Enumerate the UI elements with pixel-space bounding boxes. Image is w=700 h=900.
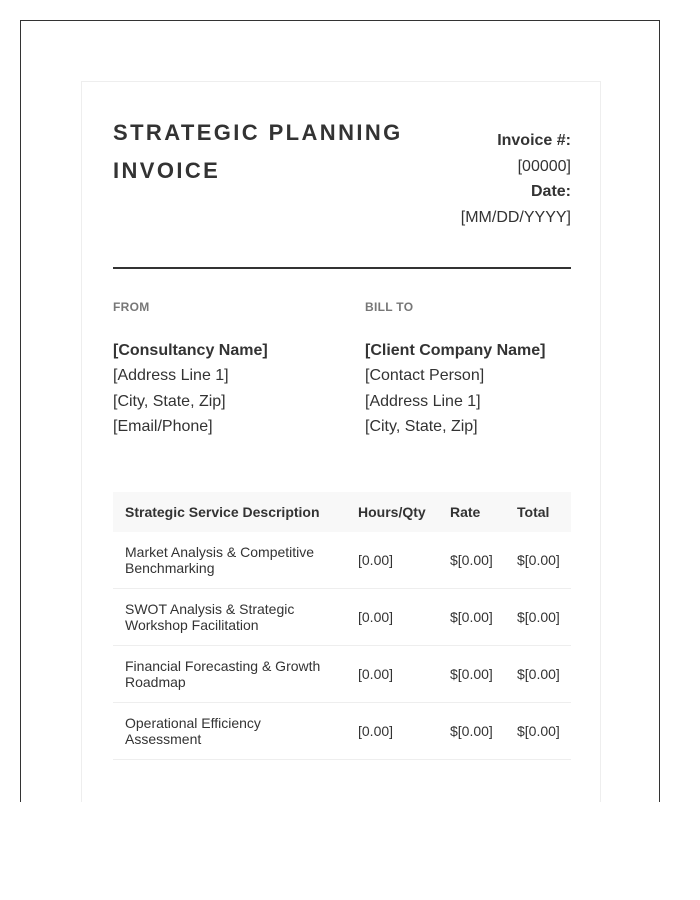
service-description: Market Analysis & Competitive Benchmarking (113, 532, 346, 589)
invoice-title: STRATEGIC PLANNING INVOICE (113, 120, 403, 183)
table-row (113, 703, 571, 760)
invoice-date-value: [MM/DD/YYYY] (460, 208, 571, 226)
invoice-number-label: Invoice #: (497, 132, 571, 149)
from-heading: FROM (113, 300, 150, 314)
service-rate: $[0.00] (438, 532, 505, 589)
service-rate: $[0.00] (438, 589, 505, 646)
invoice-date-label: Date: (530, 183, 571, 200)
service-total: $[0.00] (505, 532, 571, 589)
service-total: $[0.00] (505, 703, 571, 760)
table-header-row (113, 492, 571, 532)
service-description: Financial Forecasting & Growth Roadmap (113, 646, 346, 703)
service-description: Operational Efficiency Assessment (113, 703, 346, 760)
column-header-description: Strategic Service Description (113, 492, 346, 532)
table-row (113, 532, 571, 589)
bill-to-heading: BILL TO (365, 300, 414, 314)
service-qty: [0.00] (346, 703, 438, 760)
header-divider (113, 267, 571, 269)
invoice-number-value: [00000] (517, 157, 571, 175)
invoice-meta (461, 128, 571, 230)
column-header-total: Total (505, 492, 571, 532)
service-description: SWOT Analysis & Strategic Workshop Facilitation (113, 589, 346, 646)
bill-to-section (365, 300, 585, 439)
from-contact: [Email/Phone] (113, 417, 213, 435)
column-header-rate: Rate (438, 492, 505, 532)
service-rate: $[0.00] (438, 703, 505, 760)
from-address: [Address Line 1] (113, 367, 229, 385)
table-row (113, 646, 571, 703)
service-rate: $[0.00] (438, 646, 505, 703)
bill-to-contact: [Contact Person] (365, 367, 485, 385)
service-total: $[0.00] (505, 646, 571, 703)
service-qty: [0.00] (346, 646, 438, 703)
bill-to-company: [Client Company Name] (365, 342, 546, 359)
invoice-sheet (81, 81, 601, 802)
table-row (113, 589, 571, 646)
service-qty: [0.00] (346, 532, 438, 589)
services-table (113, 492, 571, 760)
from-section (113, 300, 333, 439)
service-total: $[0.00] (505, 589, 571, 646)
column-header-qty: Hours/Qty (346, 492, 438, 532)
bill-to-address: [Address Line 1] (365, 392, 481, 410)
service-qty: [0.00] (346, 589, 438, 646)
from-name: [Consultancy Name] (113, 342, 268, 359)
from-city: [City, State, Zip] (113, 392, 226, 410)
bill-to-city: [City, State, Zip] (365, 417, 478, 435)
page-frame (20, 20, 660, 802)
